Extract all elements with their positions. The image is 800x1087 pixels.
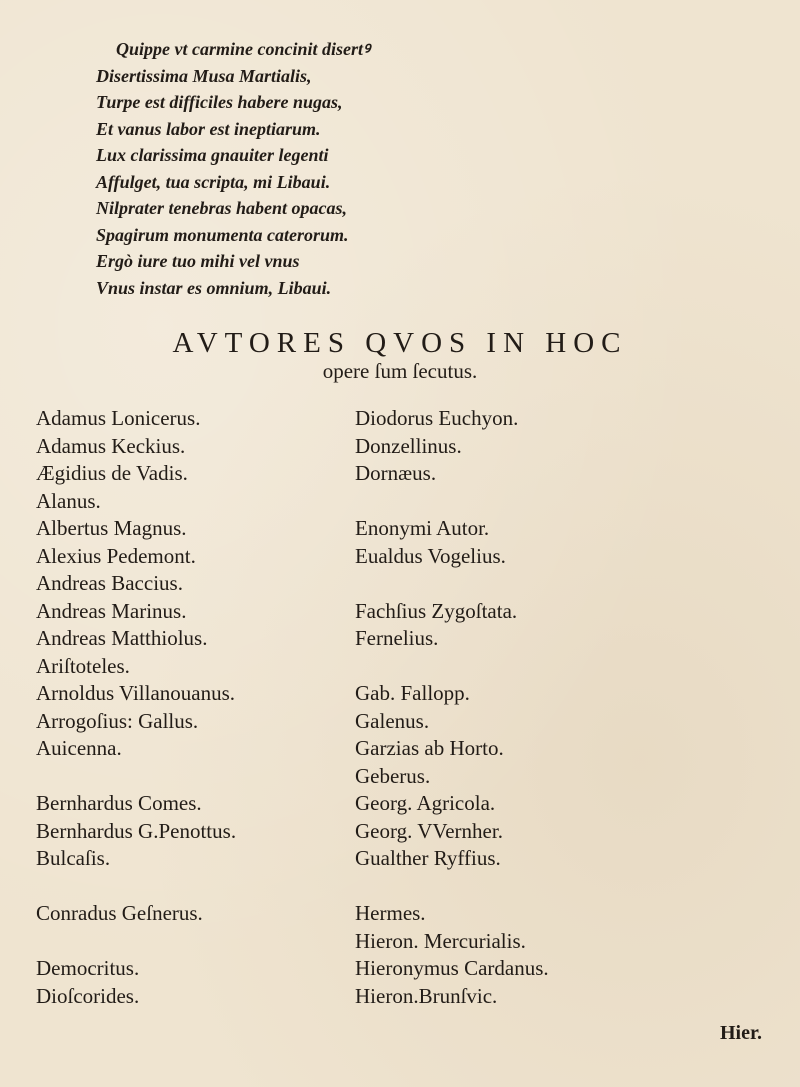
author-name: Alanus. [36, 488, 101, 513]
poem-line: Spagirum monumenta caterorum. [96, 224, 349, 245]
author-name: Adamus Keckius. [36, 433, 186, 458]
author-name: Garzias ab Horto. [355, 736, 504, 760]
poem-line: Ergò iure tuo mihi vel vnus [96, 251, 300, 271]
poem-line: Nilprater tenebras habent opacas, [96, 198, 348, 218]
author-name: Bernhardus Comes. [36, 791, 202, 815]
author-name: Alexius Pedemont. [36, 543, 196, 568]
author-name: Galenus. [355, 708, 430, 733]
author-name: Dornæus. [355, 461, 437, 485]
author-name: Arrogoſius: Gallus. [36, 708, 199, 733]
poem-line: Disertissima Musa Martialis, [96, 65, 312, 86]
author-name: Hieron.Brunſvic. [355, 983, 498, 1008]
column-gap [355, 570, 549, 598]
author-name: Donzellinus. [355, 433, 462, 458]
author-name: Andreas Marinus. [36, 598, 187, 623]
poem-line: Affulget, tua scripta, mi Libaui. [96, 171, 331, 192]
poem-line: Lux clarissima gnauiter legenti [96, 145, 329, 165]
author-name: Democritus. [36, 956, 140, 980]
author-name: Geberus. [355, 763, 431, 788]
poem-line: Quippe vt carmine concinit disertꝰ [116, 39, 370, 59]
column-gap [355, 873, 549, 901]
author-name: Enonymi Autor. [355, 516, 490, 540]
author-name: Conradus Geſnerus. [36, 901, 203, 925]
authors-left-column [36, 405, 236, 1010]
column-gap [355, 653, 549, 681]
column-gap [36, 873, 236, 901]
section-heading: AVTORES QVOS IN HOC [172, 327, 628, 359]
author-name: Gualther Ryffius. [355, 846, 501, 870]
author-name: Bulcaſis. [36, 846, 111, 870]
author-name: Dioſcorides. [36, 983, 140, 1008]
poem-line: Turpe est difficiles habere nugas, [96, 92, 343, 112]
author-name: Hermes. [355, 901, 426, 925]
author-name: Bernhardus G.Penottus. [36, 818, 237, 843]
author-name: Hieronymus Cardanus. [355, 956, 549, 980]
catchword: Hier. [720, 1022, 763, 1044]
poem-line: Vnus instar es omnium, Libaui. [96, 277, 332, 298]
author-name: Hieron. Mercurialis. [355, 928, 526, 953]
column-gap [355, 488, 549, 516]
author-name: Georg. Agricola. [355, 791, 496, 815]
authors-right-column [355, 405, 549, 1010]
section-subheading: opere ſum ſecutus. [322, 359, 478, 383]
author-name: Gab. Fallopp. [355, 681, 470, 705]
author-name: Fernelius. [355, 626, 439, 650]
author-name: Auicenna. [36, 736, 122, 760]
author-name: Arnoldus Villanouanus. [36, 681, 236, 705]
column-gap [36, 763, 236, 791]
poem-line: Et vanus labor est ineptiarum. [96, 118, 321, 139]
dedicatory-poem [96, 36, 370, 301]
author-name: Eualdus Vogelius. [355, 543, 506, 568]
author-name: Adamus Lonicerus. [36, 406, 201, 430]
author-name: Ariſtoteles. [36, 653, 130, 678]
author-name: Fachſius Zygoſtata. [355, 598, 518, 623]
author-name: Georg. VVernher. [355, 818, 503, 843]
author-name: Andreas Matthiolus. [36, 626, 208, 650]
column-gap [36, 928, 236, 956]
author-name: Albertus Magnus. [36, 516, 187, 540]
author-name: Andreas Baccius. [36, 571, 183, 595]
author-name: Diodorus Euchyon. [355, 406, 519, 430]
author-name: Ægidius de Vadis. [36, 461, 188, 485]
